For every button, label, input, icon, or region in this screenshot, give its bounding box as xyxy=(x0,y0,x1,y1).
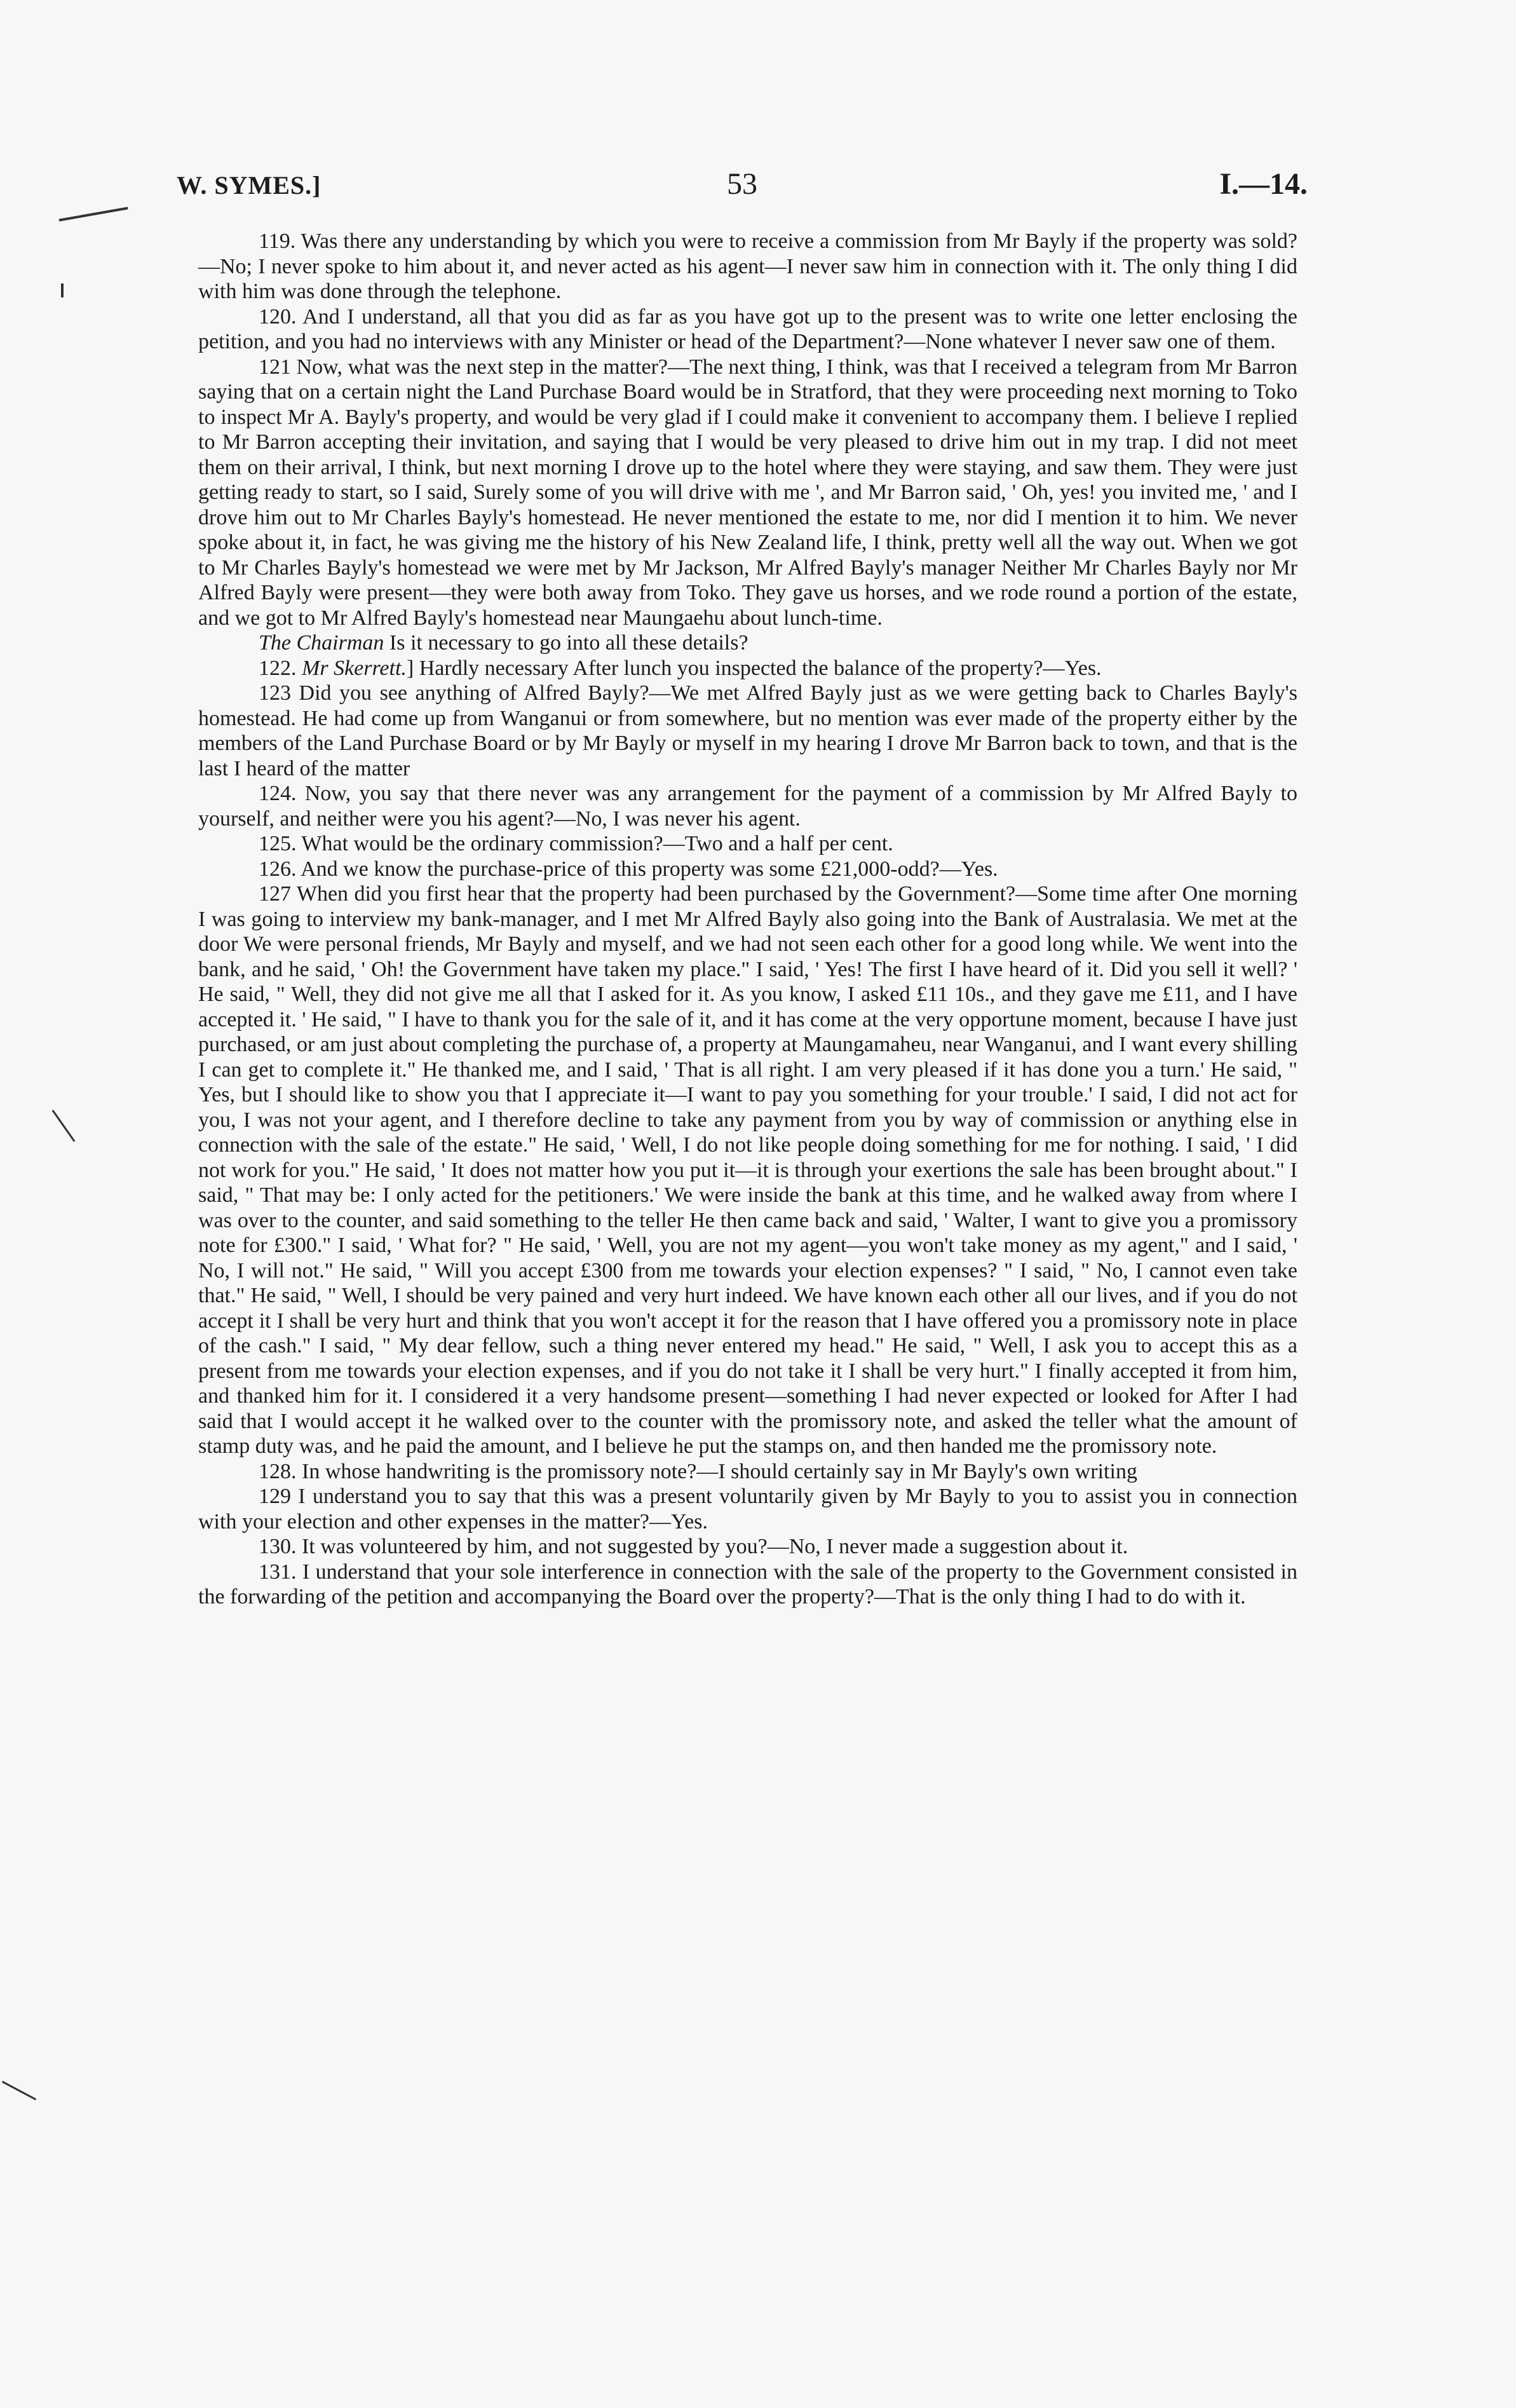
paragraph: 120. And I understand, all that you did as far as you have got up to the present was to write one letter enclosing the petition, and you had no interviews with any Minister or head of the Department?—None whatever I never saw one of them. xyxy=(198,304,1297,353)
chairman-remark: The Chairman Is it necessary to go into all these details? xyxy=(259,631,748,655)
paragraph: 130. It was volunteered by him, and not suggested by you?—No, I never made a suggestion about it. xyxy=(259,1535,1128,1558)
document-reference: I.—14. xyxy=(1219,167,1308,201)
paragraph: 131. I understand that your sole interference in connection with the sale of the property to the Government consisted in the forwarding of the petition and accompanying the Board over the property?—That is the only thing I had to do with it. xyxy=(198,1560,1297,1609)
margin-mark-middle xyxy=(52,1110,76,1142)
speaker-name: Mr Skerrett. xyxy=(302,656,407,680)
paragraph: 119. Was there any understanding by which you were to receive a commission from Mr Bayly if the property was sold?—No; I never spoke to him about it, and never acted as his agent—I never saw him in connection with it. The only thing I did with him was done through the telephone. xyxy=(198,229,1297,303)
page-number: 53 xyxy=(727,167,757,201)
page-header xyxy=(177,167,1308,215)
paragraph: 127 When did you first hear that the property had been purchased by the Government?—Some time after One morning I was going to interview my bank-manager, and I met Mr Alfred Bayly also going into the Bank of Australasia. We met at the door We were personal friends, Mr Bayly and myself, and we had not seen each other for a good long while. We went into the bank, and he said, ' Oh! the Government have taken my place." I said, ' Yes! The first I have heard of it. Did you sell it well? ' He said, " Well, they did not give me all that I asked for it. As you know, I asked £11 10s., and they gave me £11, and I have accepted it. ' He said, " I have to thank you for the sale of it, and it has come at the very opportune moment, because I have just purchased, or am just about completing the purchase of, a property at Maungamaheu, near Wanganui, and I want every shilling I can get to complete it." He thanked me, and I said, ' That is all right. I am very pleased if it has done you a turn.' He said, " Yes, but I should like to show you that I appreciate it—I want to pay you something for your trouble.' I said, I did not act for you, I was not your agent, and I therefore decline to take any payment from you by way of commission or anything else in connection with the sale of the estate." He said, ' Well, I do not like people doing something for me for nothing. I said, ' I did not work for you." He said, ' It does not matter how you put it—it is through your exertions the sale has been brought about." I said, " That may be: I only acted for the petitioners.' We were inside the bank at this time, and he walked away from where I was over to the counter, and said something to the teller He then came back and said, ' Walter, I want to give you a promissory note for £300." I said, ' What for? " He said, ' Well, you are not my agent—you won't take money as my agent," and I said, ' No, I will not." He said, " Will you accept £300 from me towards your election expenses? " I said, " No, I cannot even take that." He said, " Well, I should be very pained and very hurt indeed. We have known each other all our lives, and if you do not accept it I shall be very hurt and think that you won't accept it for the reason that I have offered you a promissory note in place of the cash." I said, " My dear fellow, such a thing never entered my head." He said, " Well, I ask you to accept this as a present from me towards your election expenses, and if you do not take it I shall be very hurt." I finally accepted it from him, and thanked him for it. I considered it a very handsome present—something I had never expected or looked for After I had said that I would accept it he walked over to the counter with the promissory note, and asked the teller what the amount of stamp duty was, and he paid the amount, and I believe he put the stamps on, and then handed me the promissory note. xyxy=(198,882,1297,1458)
paragraph: 128. In whose handwriting is the promissory note?—I should certainly say in Mr Bayly's own writing xyxy=(259,1459,1137,1483)
speaker-name: The Chairman xyxy=(259,631,384,655)
header-witness-name: W. SYMES.] xyxy=(177,171,321,200)
paragraph: 125. What would be the ordinary commission?—Two and a half per cent. xyxy=(259,832,893,855)
margin-mark-top xyxy=(58,207,128,221)
paragraph: 121 Now, what was the next step in the matter?—The next thing, I think, was that I received a telegram from Mr Barron saying that on a certain night the Land Purchase Board would be in Stratford, that they were proceeding next morning to Toko to inspect Mr A. Bayly's property, and would be very glad if I could make it convenient to accompany them. I believe I replied to Mr Barron accepting their invitation, and saying that I would be very pleased to drive him out in my trap. I did not meet them on their arrival, I think, but next morning I drove up to the hotel where they were staying, and saw them. They were just getting ready to start, so I said, Surely some of you will drive with me ', and Mr Barron said, ' Oh, yes! you invited me, ' and I drove him out to Mr Charles Bayly's homestead. He never mentioned the estate to me, nor did I mention it to him. We never spoke about it, in fact, he was giving me the history of his New Zealand life, I think, pretty well all the way out. When we got to Mr Charles Bayly's homestead we were met by Mr Jackson, Mr Alfred Bayly's manager Neither Mr Charles Bayly nor Mr Alfred Bayly were present—they were both away from Toko. They gave us horses, and we rode round a portion of the estate, and we got to Mr Alfred Bayly's homestead near Maungaehu about lunch-time. xyxy=(198,355,1297,630)
paragraph: 124. Now, you say that there never was any arrangement for the payment of a commission by Mr Alfred Bayly to yourself, and neither were you his agent?—No, I was never his agent. xyxy=(198,782,1297,831)
margin-mark-bottom xyxy=(2,2081,36,2100)
paragraph: 123 Did you see anything of Alfred Bayly?—We met Alfred Bayly just as we were getting back to Charles Bayly's homestead. He had come up from Wanganui or from somewhere, but no mention was ever made of the property either by the members of the Land Purchase Board or by Mr Bayly or myself in my hearing I drove Mr Barron back to town, and that is the last I heard of the matter xyxy=(198,681,1297,780)
paragraph: 129 I understand you to say that this was a present voluntarily given by Mr Bayly to you to assist you in connection with your election and other expenses in the matter?—Yes. xyxy=(198,1485,1297,1534)
margin-mark-small xyxy=(61,283,64,297)
paragraph: 122. Mr Skerrett.] Hardly necessary After lunch you inspected the balance of the property?—Yes. xyxy=(259,656,1102,680)
paragraph: 126. And we know the purchase-price of this property was some £21,000-odd?—Yes. xyxy=(259,857,998,881)
transcript-body xyxy=(198,229,1297,1610)
